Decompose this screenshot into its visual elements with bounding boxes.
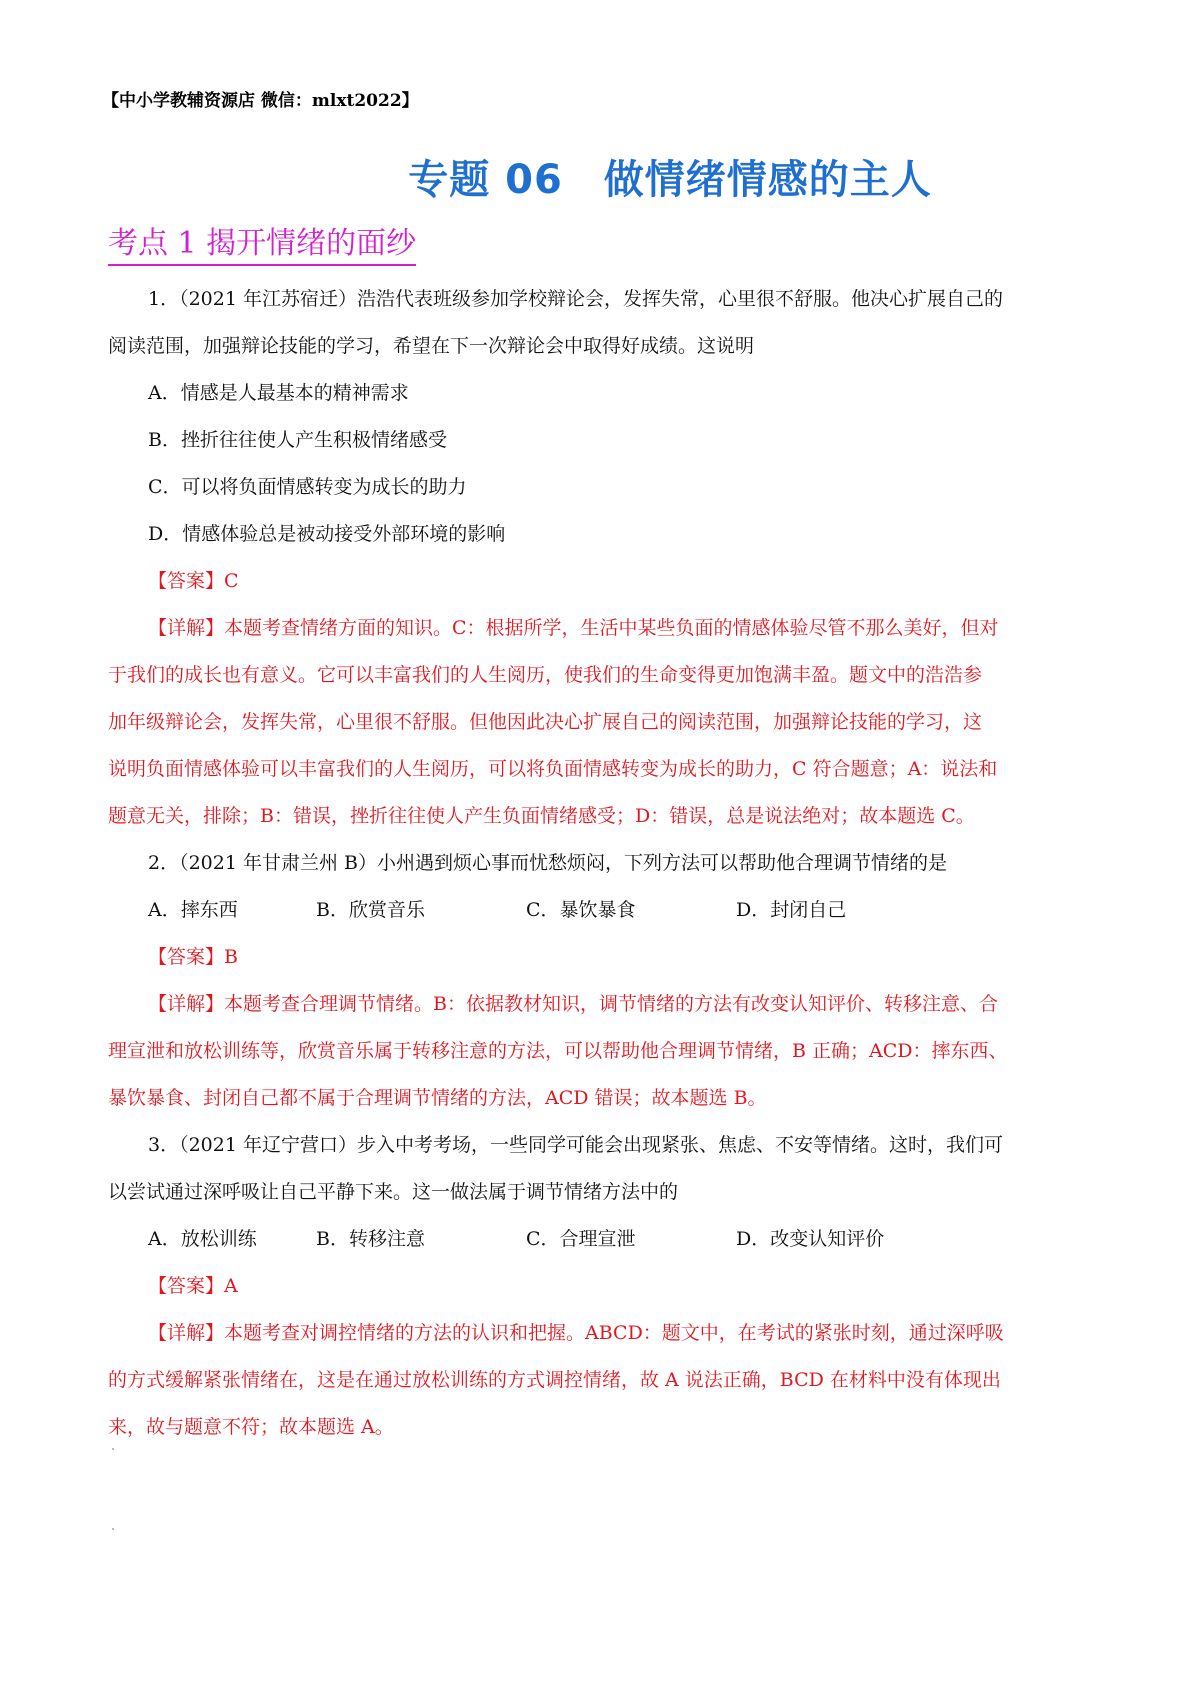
detail-line: 理宣泄和放松训练等，欣赏音乐属于转移注意的方法，可以帮助他合理调节情绪，B 正确；ACD：摔东西、 [108,1040,1008,1062]
answer: 【答案】B [148,946,238,968]
detail-line: 【详解】本题考查对调控情绪的方法的认识和把握。ABCD：题文中，在考试的紧张时刻，通过深呼吸 [148,1322,1004,1344]
answer: 【答案】C [148,570,239,592]
question-2 [108,840,1098,1122]
option-a: A．摔东西 [148,899,238,921]
detail-line: 于我们的成长也有意义。它可以丰富我们的人生阅历，使我们的生命变得更加饱满丰盈。题文中的浩浩参 [108,664,983,686]
option-b: B．欣赏音乐 [316,899,425,921]
detail-line: 加年级辩论会，发挥失常，心里很不舒服。但他因此决心扩展自己的阅读范围，加强辩论技能的学习，这 [108,711,983,733]
option-a: A．情感是人最基本的精神需求 [148,382,409,404]
question-stem: 3．（2021 年辽宁营口）步入中考考场，一些同学可能会出现紧张、焦虑、不安等情绪。这时，我们可 [148,1134,1003,1156]
detail-line: 【详解】本题考查情绪方面的知识。C：根据所学，生活中某些负面的情感体验尽管不那么美好，但对 [148,617,999,639]
margin-mark [112,1528,114,1530]
content [108,276,1098,1451]
option-d: D．改变认知评价 [736,1228,885,1250]
option-d: D．封闭自己 [736,899,847,921]
detail-line: 说明负面情感体验可以丰富我们的人生阅历，可以将负面情感转变为成长的助力，C 符合题意；A：说法和 [108,758,998,780]
detail-line: 暴饮暴食、封闭自己都不属于合理调节情绪的方法，ACD 错误；故本题选 B。 [108,1087,767,1109]
options-row [108,887,1098,934]
option-a: A．放松训练 [148,1228,257,1250]
detail-line: 来，故与题意不符；故本题选 A。 [108,1416,394,1438]
question-3 [108,1122,1098,1451]
detail-line: 【详解】本题考查合理调节情绪。B：依据教材知识，调节情绪的方法有改变认知评价、转移注意、合 [148,993,998,1015]
question-stem: 1．（2021 年江苏宿迁）浩浩代表班级参加学校辩论会，发挥失常，心里很不舒服。他决心扩展自己的 [148,288,1003,310]
option-c: C．合理宣泄 [526,1228,636,1250]
question-1 [108,276,1098,840]
question-stem-cont: 阅读范围，加强辩论技能的学习，希望在下一次辩论会中取得好成绩。这说明 [108,335,755,357]
margin-mark [112,1448,114,1450]
option-b: B．转移注意 [316,1228,425,1250]
header-note: 【中小学教辅资源店 微信：mlxt2022】 [102,91,419,111]
section-title: 考点 1 揭开情绪的面纱 [108,218,416,266]
document-title: 专题 06 做情绪情感的主人 [408,157,932,203]
question-stem-cont: 以尝试通过深呼吸让自己平静下来。这一做法属于调节情绪方法中的 [108,1181,679,1203]
answer: 【答案】A [148,1275,238,1297]
option-b: B．挫折往往使人产生积极情绪感受 [148,429,447,451]
options-row [108,1216,1098,1263]
option-c: C．暴饮暴食 [526,899,636,921]
detail-line: 的方式缓解紧张情绪在，这是在通过放松训练的方式调控情绪，故 A 说法正确，BCD 在材料中没有体现出 [108,1369,1001,1391]
option-c: C．可以将负面情感转变为成长的助力 [148,476,467,498]
option-d: D．情感体验总是被动接受外部环境的影响 [148,523,506,545]
question-stem: 2．（2021 年甘肃兰州 B）小州遇到烦心事而忧愁烦闷，下列方法可以帮助他合理调节情绪的是 [148,852,947,874]
detail-line: 题意无关，排除；B：错误，挫折往往使人产生负面情绪感受；D：错误，总是说法绝对；故本题选 C。 [108,805,975,827]
